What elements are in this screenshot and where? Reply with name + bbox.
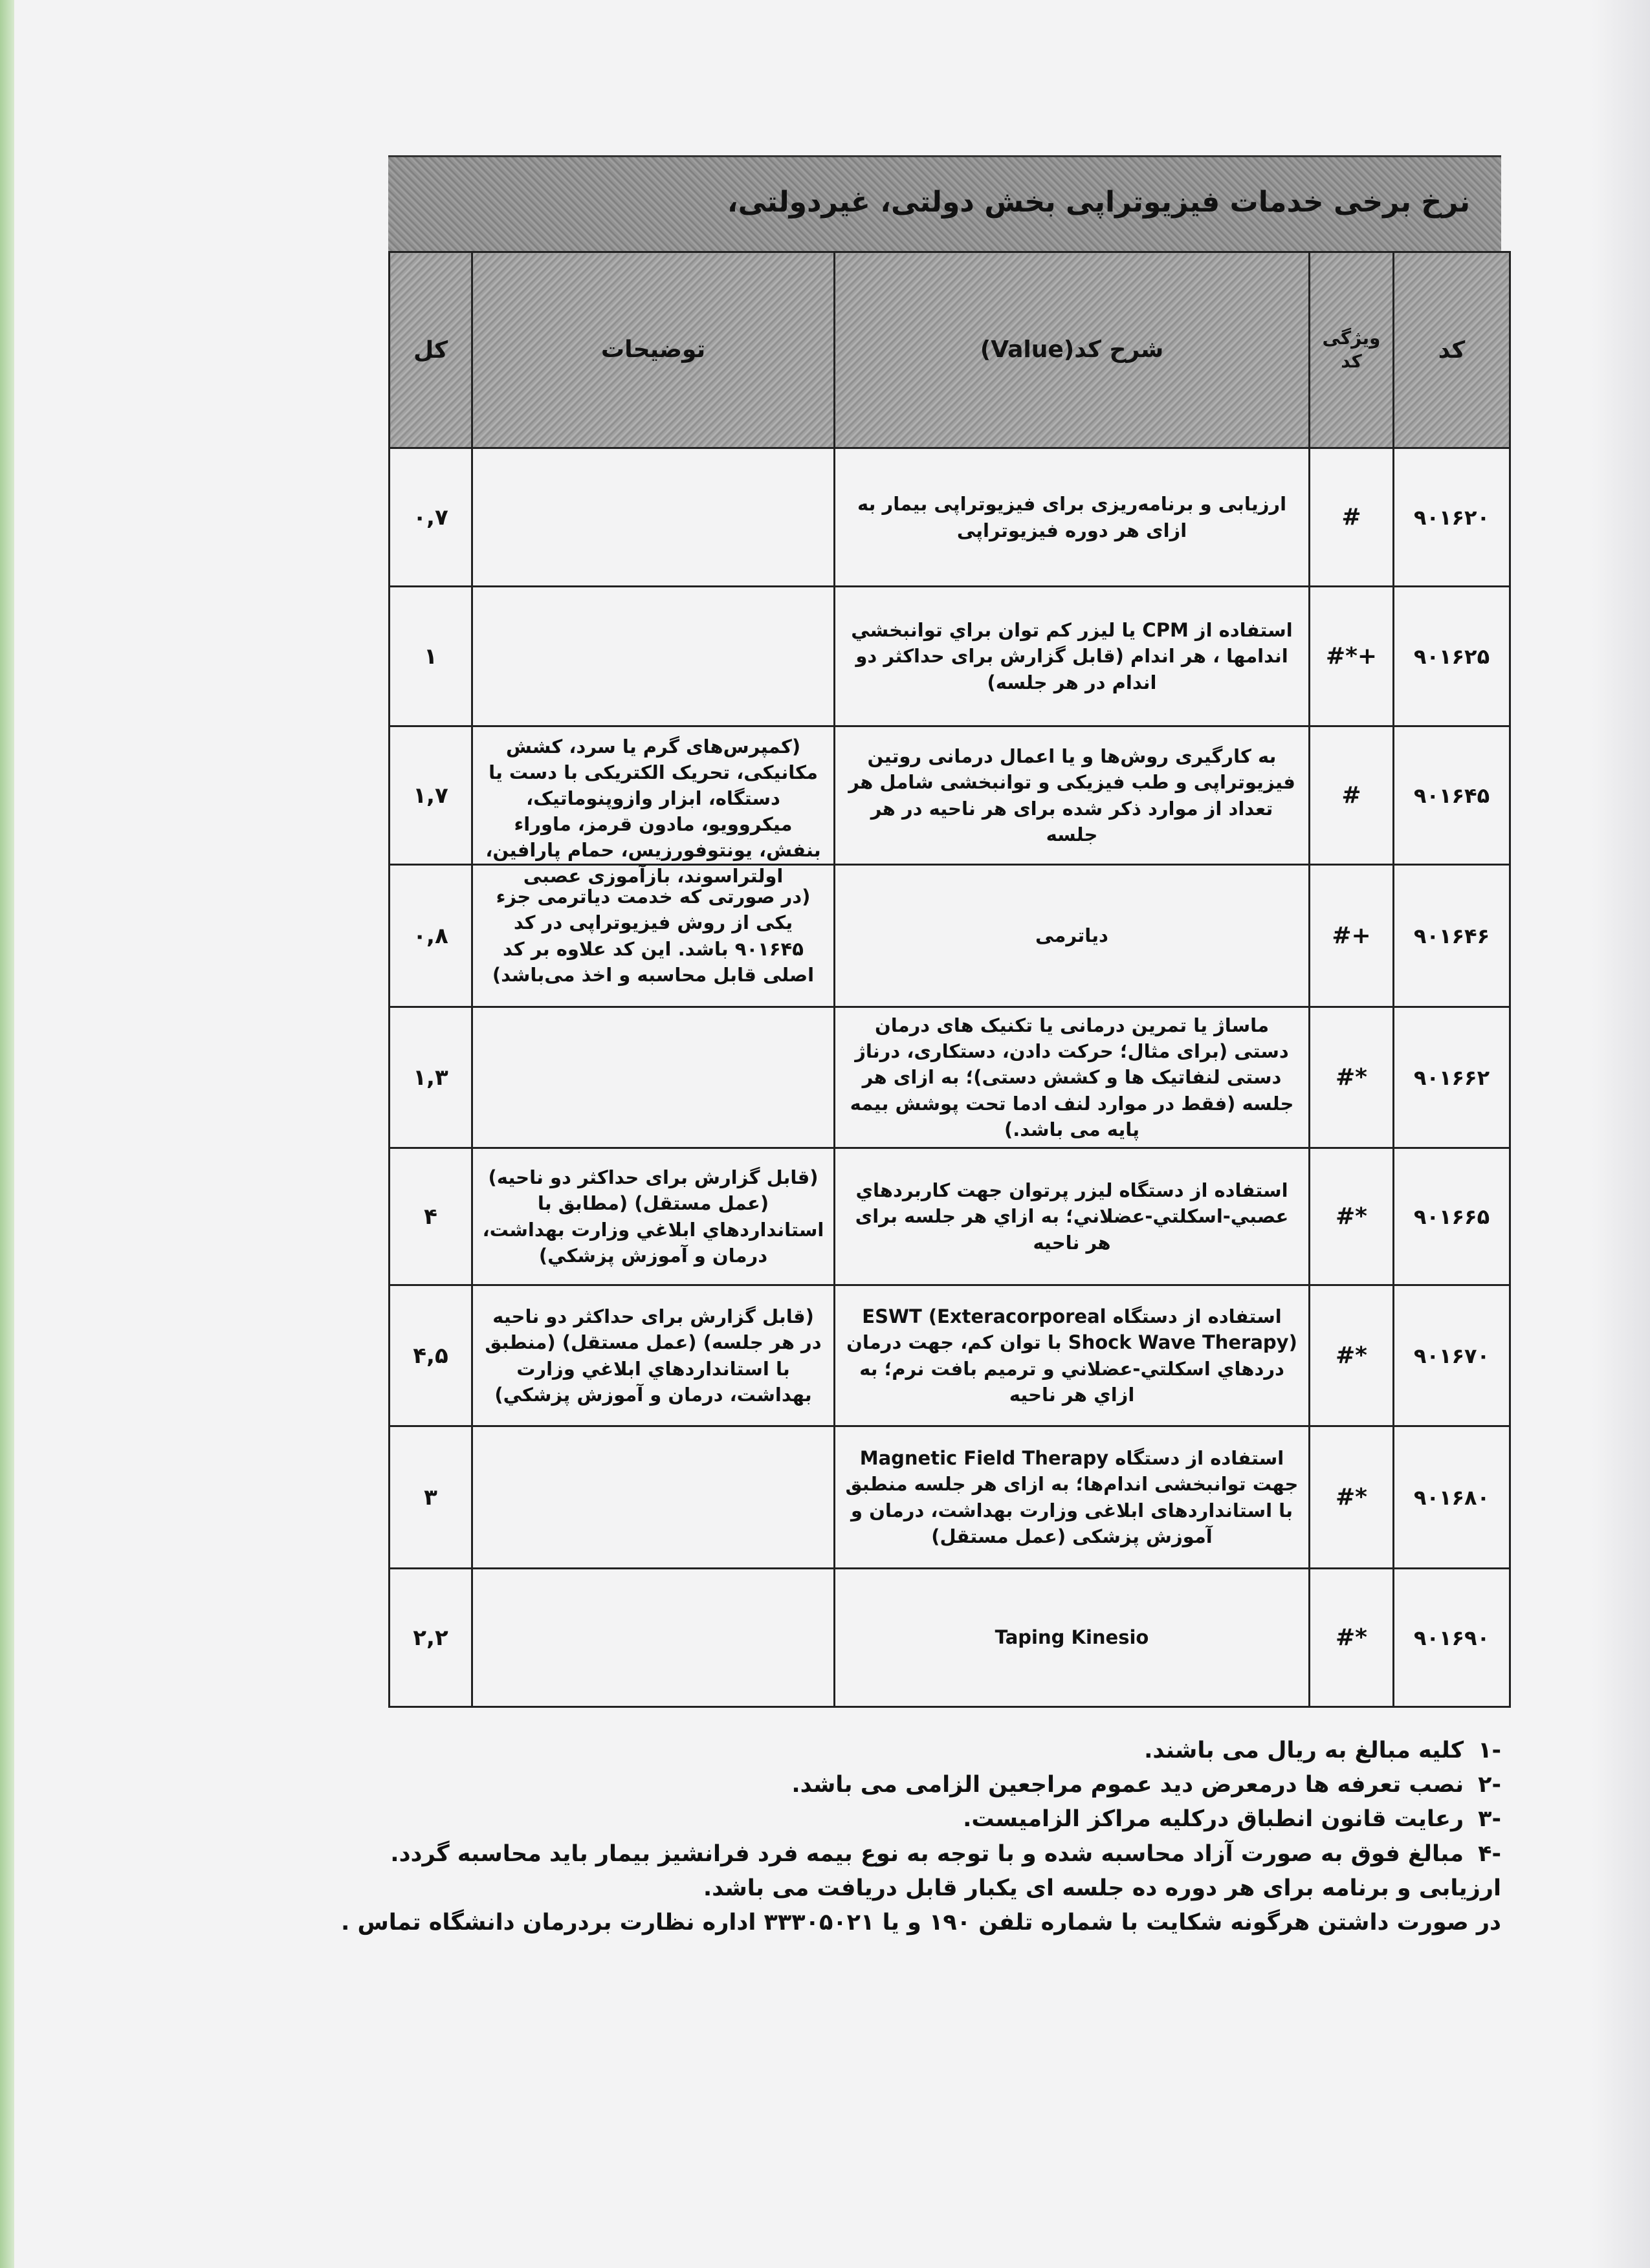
rates-table <box>388 251 1511 1708</box>
complaint-note: در صورت داشتن هرگونه شکایت با شماره تلفن ۱۹۰ و یا ۳۳۳۰۵۰۲۱ اداره نظارت بردرمان دانشگاه تماس . <box>341 1909 1501 1935</box>
row-description: ماساژ یا تمرین درمانی یا تکنیک های درمان دستی (برای مثال؛ حرکت دادن، دستکاری، درناژ دستی لنفاتیک ها و کشش دستی)؛ به ازای هر جلسه (فقط در موارد لنف ادما تحت پوشش بیمه پایه می باشد.) <box>835 1007 1310 1148</box>
row-notes-text: (کمپرس‌های گرم یا سرد، کشش مکانیکی، تحریک الکتریکی با دست یا دستگاه، ابزار وازوپنوماتیک، میکروویو، مادون قرمز، ماوراء بنفش، یونتوفورزیس، حمام پارافین، اولتراسوند، بازآموزی عصبی <box>485 735 821 887</box>
table-row <box>390 1148 1510 1285</box>
row-notes <box>472 726 835 887</box>
header-flag-label: ویژگی کد <box>1322 327 1381 372</box>
row-code: ۹۰۱۶۹۰ <box>1394 1569 1510 1707</box>
row-notes: (قابل گزارش برای حداکثر دو ناحیه) (عمل مستقل) (مطابق با استانداردهاي ابلاغي وزارت بهداشت، درمان و آموزش پزشكي) <box>472 1148 835 1285</box>
table-row <box>390 1285 1510 1426</box>
row-code: ۹۰۱۶۶۵ <box>1394 1148 1510 1285</box>
row-flag: #*+ <box>1310 587 1394 726</box>
footnote-text: مبالغ فوق به صورت آزاد محاسبه شده و با توجه به نوع بیمه فرد فرانشیز بیمار باید محاسبه گردد. <box>390 1840 1464 1867</box>
row-notes <box>472 1569 835 1707</box>
row-description: استفاده از دستگاه ليزر پرتوان جهت كاربردهاي عصبي-اسكلتي-عضلاني؛ به ازاي هر جلسه برای هر ناحیه <box>835 1148 1310 1285</box>
row-total: ۳ <box>390 1426 472 1569</box>
table-row <box>390 1007 1510 1148</box>
row-total: ۰,۷ <box>390 448 472 587</box>
table-row <box>390 587 1510 726</box>
title-band <box>388 155 1501 253</box>
scan-edge <box>0 0 14 2268</box>
row-code: ۹۰۱۶۲۵ <box>1394 587 1510 726</box>
footnote-item <box>388 1734 1501 1768</box>
row-flag: #* <box>1310 1007 1394 1148</box>
footnote-number: -۳ <box>1478 1806 1501 1833</box>
header-code: کد <box>1394 252 1510 448</box>
header-total: کل <box>390 252 472 448</box>
document-sheet <box>388 155 1501 1708</box>
row-flag: # <box>1310 448 1394 587</box>
row-total: ۰,۸ <box>390 865 472 1007</box>
header-flag <box>1310 252 1394 448</box>
row-description: استفاده از دستگاه Magnetic Field Therapy جهت توانبخشی اندام‌ها؛ به ازای هر جلسه منطبق با استانداردهای ابلاغی وزارت بهداشت، درمان و آموزش پزشکی (عمل مستقل) <box>835 1426 1310 1569</box>
footnote-text: رعایت قانون انطباق درکلیه مراکز الزامیست. <box>963 1806 1464 1833</box>
row-notes <box>472 1426 835 1569</box>
row-total: ۴,۵ <box>390 1285 472 1426</box>
row-description: دیاترمی <box>835 865 1310 1007</box>
row-total: ۴ <box>390 1148 472 1285</box>
footnote-number: -۴ <box>1478 1840 1501 1867</box>
row-flag: #* <box>1310 1285 1394 1426</box>
row-total: ۱ <box>390 587 472 726</box>
row-description: استفاده از CPM یا لیزر کم توان براي توانبخشي اندامها ، هر اندام (قابل گزارش برای حداکثر دو اندام در هر جلسه) <box>835 587 1310 726</box>
row-notes: (در صورتی که خدمت دیاترمی جزء یکی از روش فیزیوتراپی در کد ۹۰۱۶۴۵ باشد. این کد علاوه بر کد اصلی قابل محاسبه و اخذ می‌باشد) <box>472 865 835 1007</box>
table-header-row <box>390 252 1510 448</box>
row-total: ۱,۳ <box>390 1007 472 1148</box>
row-flag: #* <box>1310 1569 1394 1707</box>
row-code: ۹۰۱۶۲۰ <box>1394 448 1510 587</box>
row-description: به کارگیری روش‌ها و یا اعمال درمانی روتین فیزیوتراپی و طب فیزیکی و توانبخشی شامل هر تعداد از موارد ذکر شده برای هر ناحیه در هر جلسه <box>835 726 1310 865</box>
header-notes: توضیحات <box>472 252 835 448</box>
row-notes <box>472 448 835 587</box>
row-code: ۹۰۱۶۷۰ <box>1394 1285 1510 1426</box>
header-description: شرح کد(Value) <box>835 252 1310 448</box>
row-total: ۲,۲ <box>390 1569 472 1707</box>
row-flag: #+ <box>1310 865 1394 1007</box>
footnote-item <box>388 1837 1501 1871</box>
closing-note: ارزیابی و برنامه برای هر دوره ده جلسه ای یکبار قابل دریافت می باشد. <box>703 1875 1501 1901</box>
row-notes <box>472 587 835 726</box>
footnotes <box>341 1734 1501 1940</box>
page-shadow <box>1592 0 1650 2268</box>
page-title: نرخ برخی خدمات فیزیوتراپی بخش دولتی، غیردولتی، <box>727 186 1470 219</box>
row-description: استفاده از دستگاه ESWT (Exteracorporeal Shock Wave Therapy) با توان كم، جهت درمان دردهاي اسكلتي-عضلاني و ترميم بافت نرم؛ به ازاي هر ناحيه <box>835 1285 1310 1426</box>
table-row <box>390 1569 1510 1707</box>
row-description: Taping Kinesio <box>835 1569 1310 1707</box>
row-description: ارزیابی و برنامه‌ریزی برای فیزیوتراپی بیمار به ازای هر دوره فیزیوتراپی <box>835 448 1310 587</box>
row-flag: # <box>1310 726 1394 865</box>
row-flag: #* <box>1310 1426 1394 1569</box>
footnote-text: نصب تعرفه ها درمعرض دید عموم مراجعین الزامی می باشد. <box>791 1772 1464 1798</box>
footnote-text: کلیه مبالغ به ریال می باشند. <box>1144 1738 1464 1763</box>
row-flag: #* <box>1310 1148 1394 1285</box>
row-notes: (قابل گزارش برای حداکثر دو ناحیه در هر جلسه) (عمل مستقل) (منطبق با استانداردهاي ابلاغي وزارت بهداشت، درمان و آموزش پزشكي) <box>472 1285 835 1426</box>
row-notes <box>472 1007 835 1148</box>
footnote-number: -۱ <box>1478 1738 1501 1763</box>
row-code: ۹۰۱۶۴۵ <box>1394 726 1510 865</box>
footnote-item <box>388 1768 1501 1802</box>
table-row <box>390 726 1510 865</box>
table-row <box>390 448 1510 587</box>
row-code: ۹۰۱۶۸۰ <box>1394 1426 1510 1569</box>
footnote-item <box>388 1802 1501 1837</box>
row-code: ۹۰۱۶۴۶ <box>1394 865 1510 1007</box>
table-row <box>390 865 1510 1007</box>
row-total: ۱,۷ <box>390 726 472 865</box>
table-row <box>390 1426 1510 1569</box>
footnote-number: -۲ <box>1478 1772 1501 1798</box>
row-code: ۹۰۱۶۶۲ <box>1394 1007 1510 1148</box>
